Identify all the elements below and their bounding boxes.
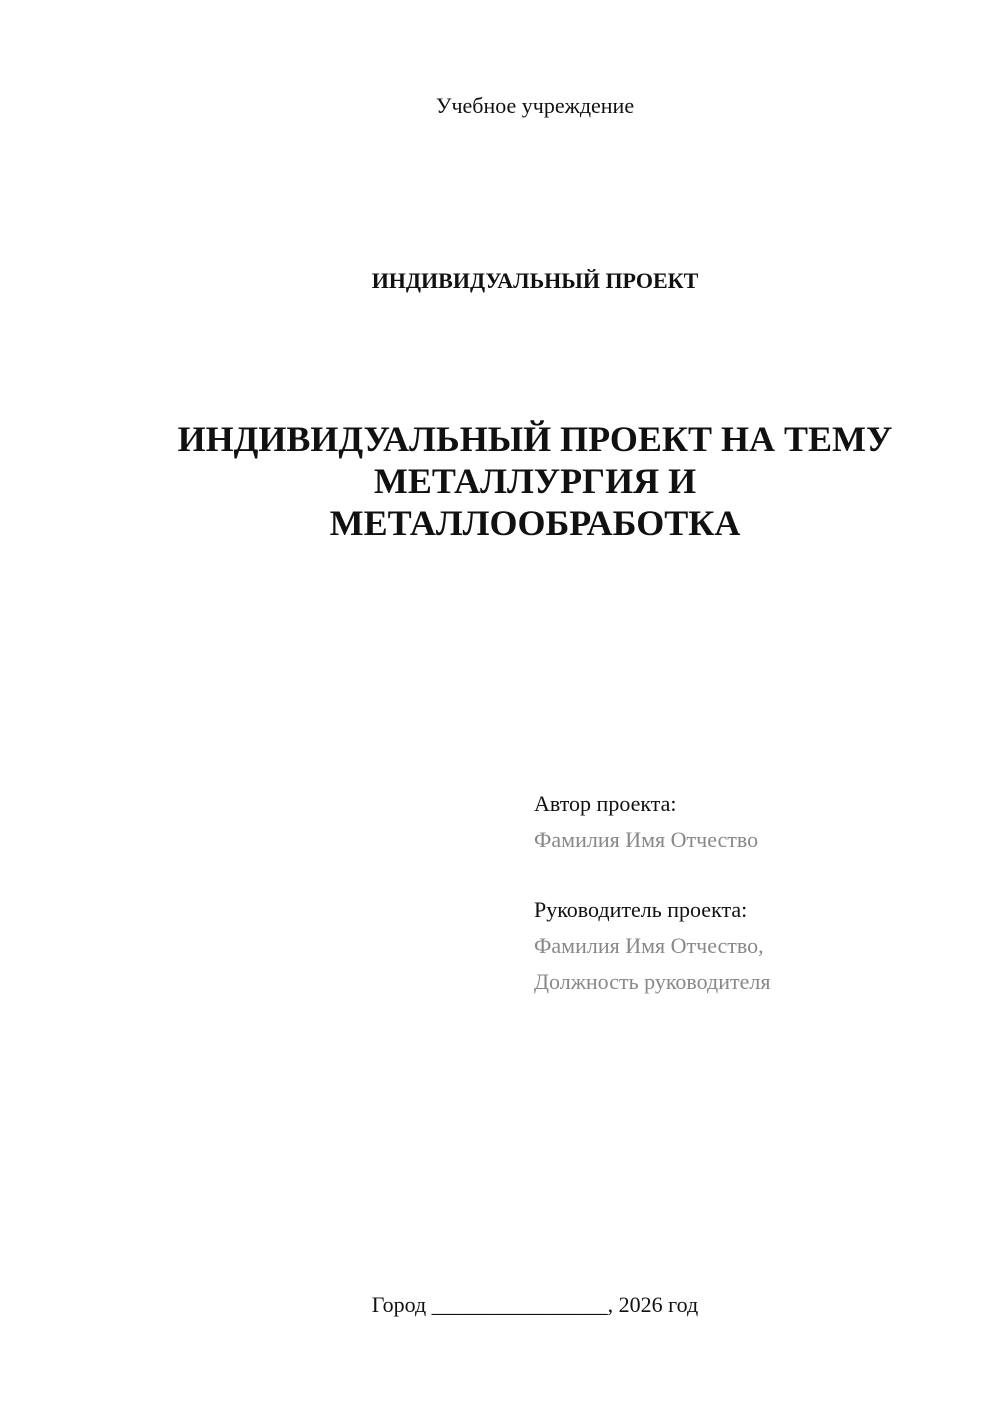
- institution-name: Учебное учреждение: [435, 93, 635, 118]
- project-title: [150, 418, 920, 544]
- document-type: ИНДИВИДУАЛЬНЫЙ ПРОЕКТ: [371, 268, 699, 293]
- supervisor-position: Должность руководителя: [534, 969, 771, 994]
- project-title-line-1: ИНДИВИДУАЛЬНЫЙ ПРОЕКТ НА ТЕМУ: [177, 419, 893, 459]
- project-title-line-2: МЕТАЛЛУРГИЯ И: [373, 461, 697, 501]
- year-text: , 2026 год: [607, 1292, 699, 1317]
- project-title-line-3: МЕТАЛЛООБРАБОТКА: [329, 503, 741, 543]
- author-label: Автор проекта:: [534, 791, 677, 816]
- supervisor-label: Руководитель проекта:: [534, 897, 748, 922]
- city-blank: ________________: [431, 1292, 608, 1317]
- author-name: Фамилия Имя Отчество: [534, 827, 759, 852]
- supervisor-name: Фамилия Имя Отчество,: [534, 933, 764, 958]
- author-block: [534, 786, 974, 858]
- supervisor-block: [534, 892, 974, 1000]
- city-label: Город: [371, 1292, 427, 1317]
- city-year-line: [250, 1290, 820, 1320]
